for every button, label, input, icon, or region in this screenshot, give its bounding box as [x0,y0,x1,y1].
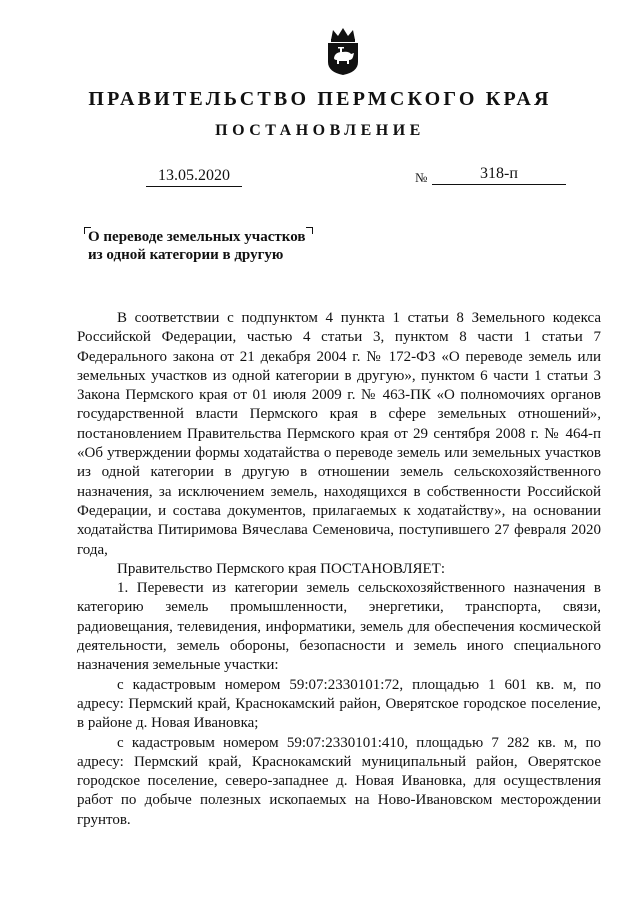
paragraph-parcel-1: с кадастровым номером 59:07:2330101:72, площадью 1 601 кв. м, по адресу: Пермский край, Краснокамский район, Оверятское городское поселение, в районе д. Новая Ивановка; [77,676,601,732]
subject-line-1: О переводе земельных участков [88,229,306,245]
document-type: ПОСТАНОВЛЕНИЕ [215,122,425,139]
document-body [77,309,601,830]
paragraph-preamble: В соответствии с подпунктом 4 пункта 1 статьи 8 Земельного кодекса Российской Федерации, частью 4 статьи 3, пунктом 8 части 1 статьи 7 Федерального закона от 21 декабря 2004 г. № 172-ФЗ «О переводе земель или земельных участков из одной категории в другую», пунктом 6 части 1 статьи 3 Закона Пермского края от 01 июля 2009 г. № 463-ПК «О полномочиях органов государственной власти Пермского края в сфере земельных отношений», постановлением Правительства Пермского края от 29 сентября 2008 г. № 464-п «Об утверждении формы ходатайства о переводе земель или земельных участков из одной категории в другую в отношении земель сельскохозяйственного назначения, за исключением земель, находящихся в собственности Российской Федерации, и состава документов, прилагаемых к ходатайству», на основании ходатайства Питиримова Вячеслава Семеновича, поступившего 27 февраля 2020 года, [77,310,601,558]
document-subject [88,228,305,264]
government-title: ПРАВИТЕЛЬСТВО ПЕРМСКОГО КРАЯ [88,88,552,110]
document-date: 13.05.2020 [146,166,242,187]
subject-line-2: из одной категории в другую [88,247,284,263]
paragraph-resolves: Правительство Пермского края ПОСТАНОВЛЯЕТ: [117,560,446,577]
paragraph-parcel-2: с кадастровым номером 59:07:2330101:410, площадью 7 282 кв. м, по адресу: Пермский край, Краснокамский муниципальный район, Оверятское городское поселение, северо-западнее д. Новая Ивановка, для осуществления работ по добыче полезных ископаемых на Ново-Ивановском месторождении грунтов. [77,734,601,828]
number-sign: № [415,170,428,185]
perm-krai-coat-of-arms-icon [323,26,363,76]
document-number: 318-п [432,164,566,185]
paragraph-item-1: 1. Перевести из категории земель сельскохозяйственного назначения в категорию земель промышленности, энергетики, транспорта, связи, радиовещания, телевидения, информатики, земель для обеспечения космической деятельности, земель обороны, безопасности и земель иного специального назначения земельные участки: [77,580,601,674]
subject-corner-right [306,227,313,234]
